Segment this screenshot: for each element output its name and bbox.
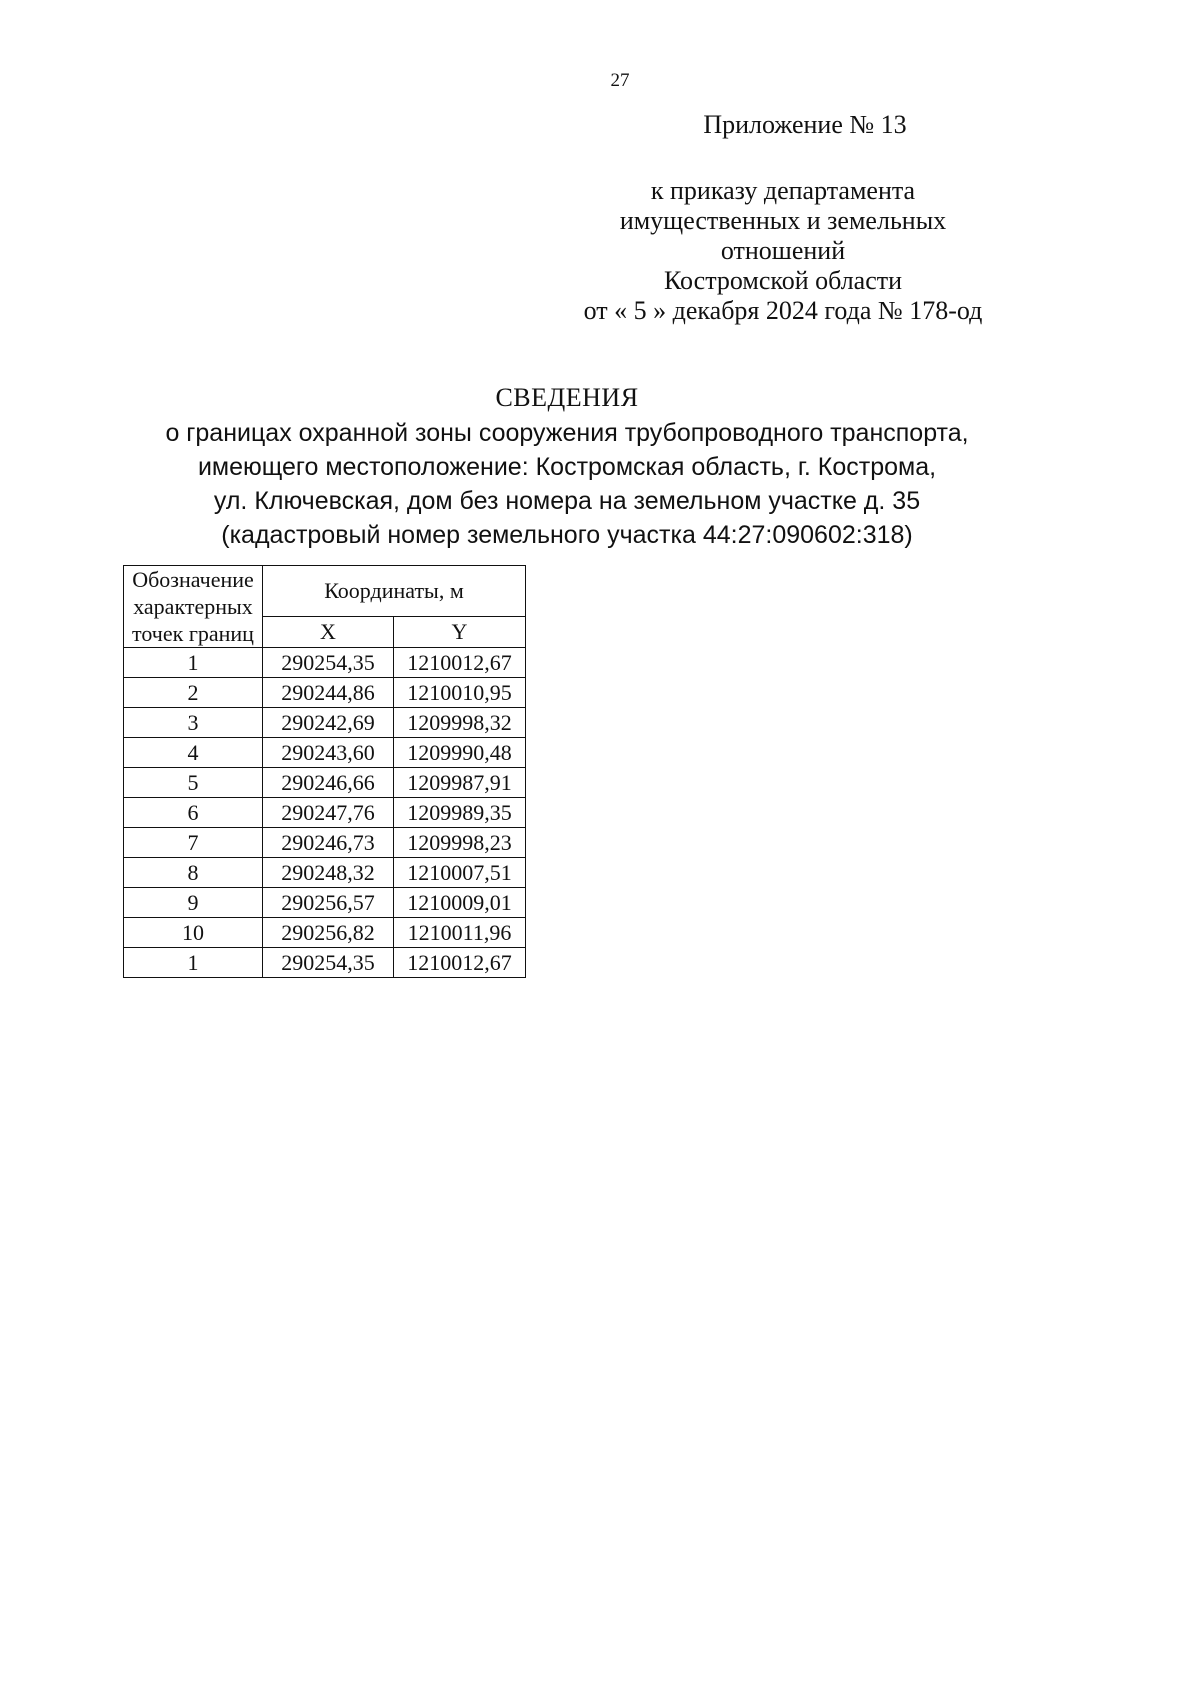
page-number: 27 <box>610 70 630 91</box>
order-ref-line: отношений <box>720 236 846 265</box>
point-cell: 2 <box>124 678 263 708</box>
x-cell: 290248,32 <box>263 858 394 888</box>
table-row <box>124 648 526 678</box>
point-cell: 4 <box>124 738 263 768</box>
table-row <box>124 798 526 828</box>
x-cell: 290243,60 <box>263 738 394 768</box>
x-cell: 290247,76 <box>263 798 394 828</box>
x-cell: 290254,35 <box>263 948 394 978</box>
header-x: X <box>263 617 394 648</box>
y-cell: 1210009,01 <box>394 888 526 918</box>
y-cell: 1210012,67 <box>394 648 526 678</box>
x-cell: 290246,73 <box>263 828 394 858</box>
x-cell: 290246,66 <box>263 768 394 798</box>
table-row <box>124 888 526 918</box>
order-ref-line: от « 5 » декабря 2024 года № 178-од <box>583 296 983 325</box>
table-row <box>124 678 526 708</box>
table-row <box>124 708 526 738</box>
x-cell: 290256,82 <box>263 918 394 948</box>
y-cell: 1210011,96 <box>394 918 526 948</box>
y-cell: 1209998,32 <box>394 708 526 738</box>
y-cell: 1209989,35 <box>394 798 526 828</box>
document-subheading <box>0 416 1134 552</box>
subheading-line: (кадастровый номер земельного участка 44:27:090602:318) <box>221 521 913 549</box>
y-cell: 1210007,51 <box>394 858 526 888</box>
point-cell: 9 <box>124 888 263 918</box>
subheading-line: имеющего местоположение: Костромская область, г. Кострома, <box>197 453 937 481</box>
y-cell: 1210012,67 <box>394 948 526 978</box>
point-cell: 8 <box>124 858 263 888</box>
point-cell: 5 <box>124 768 263 798</box>
order-ref-line: Костромской области <box>663 266 903 295</box>
y-cell: 1209998,23 <box>394 828 526 858</box>
y-cell: 1209987,91 <box>394 768 526 798</box>
header-coordinates: Координаты, м <box>263 566 526 617</box>
header-point-designation <box>124 566 263 648</box>
table-row <box>124 738 526 768</box>
header-y: Y <box>394 617 526 648</box>
table-row <box>124 918 526 948</box>
appendix-title: Приложение № 13 <box>703 110 907 139</box>
point-cell: 1 <box>124 648 263 678</box>
order-reference <box>583 176 983 326</box>
table-row <box>124 858 526 888</box>
y-cell: 1209990,48 <box>394 738 526 768</box>
table-row <box>124 948 526 978</box>
point-cell: 3 <box>124 708 263 738</box>
x-cell: 290242,69 <box>263 708 394 738</box>
x-cell: 290256,57 <box>263 888 394 918</box>
order-ref-line: к приказу департамента <box>650 176 916 205</box>
order-ref-line: имущественных и земельных <box>619 206 947 235</box>
y-cell: 1210010,95 <box>394 678 526 708</box>
point-cell: 10 <box>124 918 263 948</box>
subheading-line: ул. Ключевская, дом без номера на земельном участке д. 35 <box>213 487 921 515</box>
x-cell: 290254,35 <box>263 648 394 678</box>
header-point-line: характерных <box>133 594 253 619</box>
coordinates-table <box>123 565 526 978</box>
table-row <box>124 768 526 798</box>
point-cell: 6 <box>124 798 263 828</box>
header-point-line: точек границ <box>132 621 254 646</box>
point-cell: 7 <box>124 828 263 858</box>
x-cell: 290244,86 <box>263 678 394 708</box>
subheading-line: о границах охранной зоны сооружения трубопроводного транспорта, <box>165 419 969 447</box>
table-row <box>124 828 526 858</box>
point-cell: 1 <box>124 948 263 978</box>
header-point-line: Обозначение <box>132 567 254 592</box>
document-heading: СВЕДЕНИЯ <box>495 383 639 412</box>
